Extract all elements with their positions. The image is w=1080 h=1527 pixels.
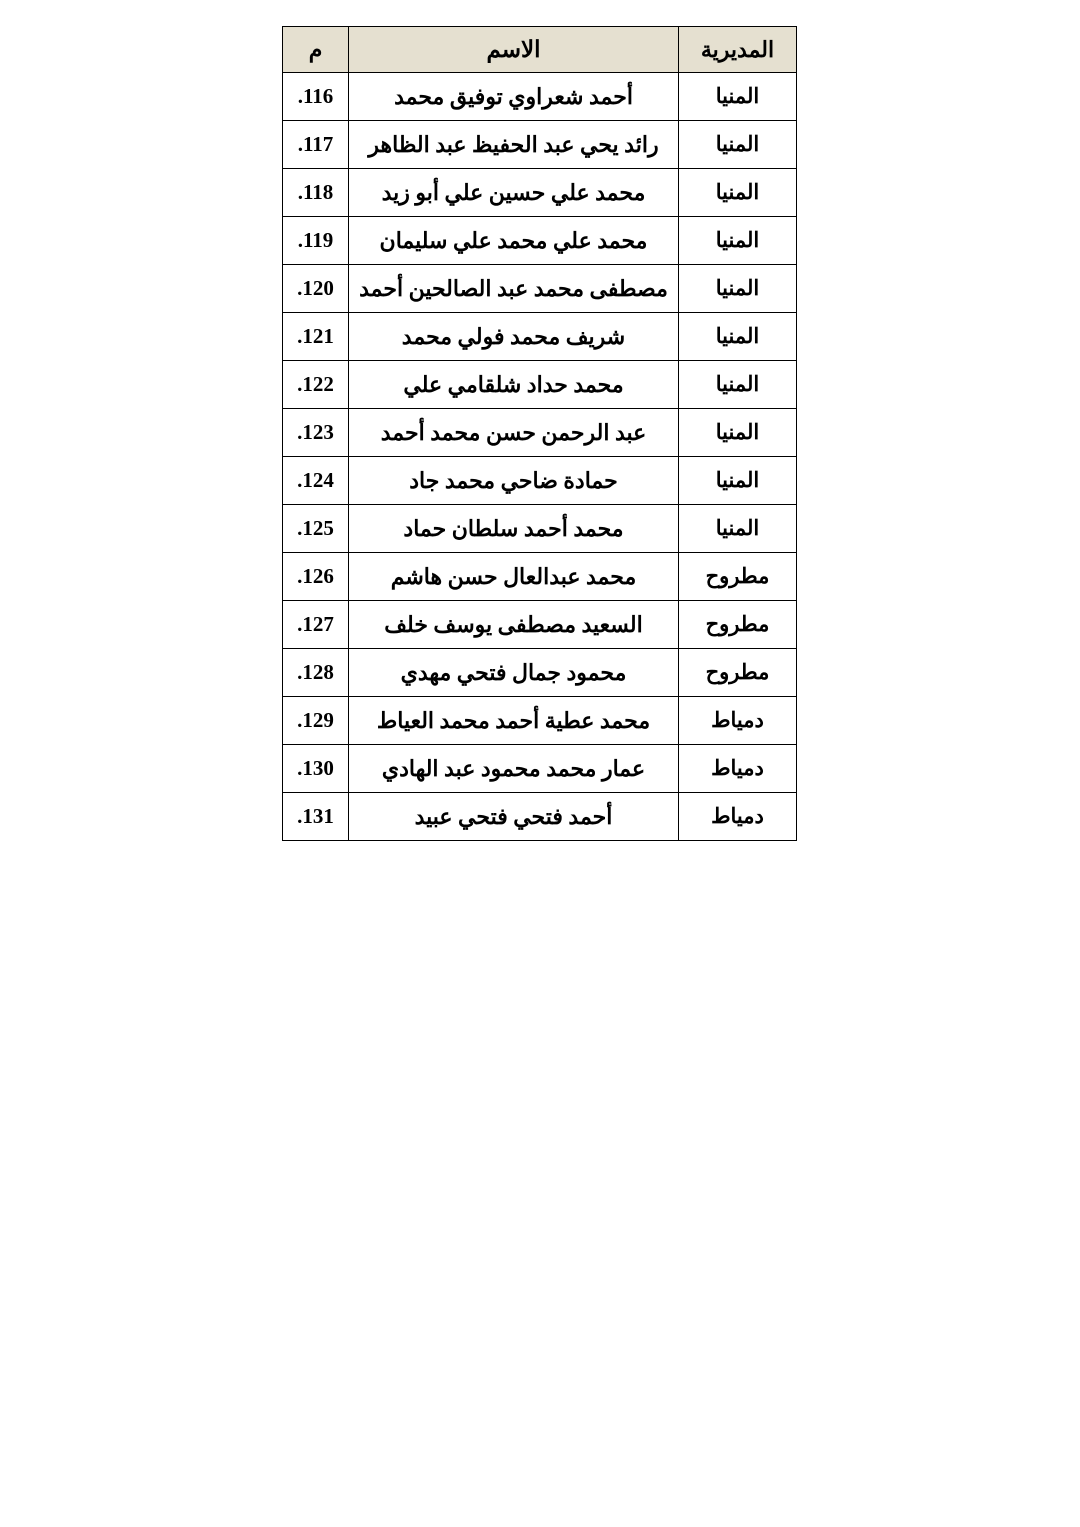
table-row [283, 553, 797, 601]
roster-table-body [283, 73, 797, 841]
table-header-row [283, 27, 797, 73]
cell-name: محمد أحمد سلطان حماد [349, 505, 679, 553]
cell-number: .131 [283, 793, 349, 841]
cell-name: حمادة ضاحي محمد جاد [349, 457, 679, 505]
cell-directorate: المنيا [679, 217, 797, 265]
cell-number: .129 [283, 697, 349, 745]
cell-number: .119 [283, 217, 349, 265]
table-row [283, 121, 797, 169]
cell-number: .117 [283, 121, 349, 169]
cell-number: .120 [283, 265, 349, 313]
cell-directorate: دمياط [679, 745, 797, 793]
cell-number: .130 [283, 745, 349, 793]
cell-number: .125 [283, 505, 349, 553]
cell-name: محمد علي محمد علي سليمان [349, 217, 679, 265]
cell-directorate: مطروح [679, 601, 797, 649]
cell-name: أحمد شعراوي توفيق محمد [349, 73, 679, 121]
cell-name: محمود جمال فتحي مهدي [349, 649, 679, 697]
cell-name: أحمد فتحي فتحي عبيد [349, 793, 679, 841]
table-row [283, 409, 797, 457]
table-row [283, 217, 797, 265]
table-row [283, 649, 797, 697]
cell-name: مصطفى محمد عبد الصالحين أحمد [349, 265, 679, 313]
roster-table [282, 26, 797, 841]
cell-number: .116 [283, 73, 349, 121]
cell-name: محمد عطية أحمد محمد العياط [349, 697, 679, 745]
column-header-name: الاسم [349, 27, 679, 73]
cell-directorate: دمياط [679, 793, 797, 841]
cell-directorate: المنيا [679, 121, 797, 169]
cell-directorate: المنيا [679, 505, 797, 553]
table-row [283, 73, 797, 121]
cell-directorate: المنيا [679, 457, 797, 505]
cell-name: عبد الرحمن حسن محمد أحمد [349, 409, 679, 457]
cell-directorate: مطروح [679, 649, 797, 697]
table-row [283, 169, 797, 217]
cell-directorate: المنيا [679, 313, 797, 361]
column-header-number: م [283, 27, 349, 73]
cell-number: .127 [283, 601, 349, 649]
cell-number: .123 [283, 409, 349, 457]
table-row [283, 457, 797, 505]
cell-name: محمد علي حسين علي أبو زيد [349, 169, 679, 217]
table-row [283, 265, 797, 313]
cell-name: السعيد مصطفى يوسف خلف [349, 601, 679, 649]
cell-number: .122 [283, 361, 349, 409]
cell-name: رائد يحي عبد الحفيظ عبد الظاهر [349, 121, 679, 169]
cell-name: محمد عبدالعال حسن هاشم [349, 553, 679, 601]
cell-number: .118 [283, 169, 349, 217]
table-row [283, 793, 797, 841]
table-row [283, 745, 797, 793]
cell-name: محمد حداد شلقامي علي [349, 361, 679, 409]
table-row [283, 601, 797, 649]
cell-directorate: المنيا [679, 169, 797, 217]
table-row [283, 505, 797, 553]
cell-number: .124 [283, 457, 349, 505]
cell-name: شريف محمد فولي محمد [349, 313, 679, 361]
cell-directorate: المنيا [679, 73, 797, 121]
table-row [283, 361, 797, 409]
cell-number: .128 [283, 649, 349, 697]
cell-directorate: المنيا [679, 265, 797, 313]
cell-number: .121 [283, 313, 349, 361]
cell-directorate: المنيا [679, 409, 797, 457]
cell-number: .126 [283, 553, 349, 601]
table-row [283, 697, 797, 745]
cell-directorate: المنيا [679, 361, 797, 409]
cell-directorate: مطروح [679, 553, 797, 601]
cell-directorate: دمياط [679, 697, 797, 745]
column-header-directorate: المديرية [679, 27, 797, 73]
cell-name: عمار محمد محمود عبد الهادي [349, 745, 679, 793]
table-row [283, 313, 797, 361]
